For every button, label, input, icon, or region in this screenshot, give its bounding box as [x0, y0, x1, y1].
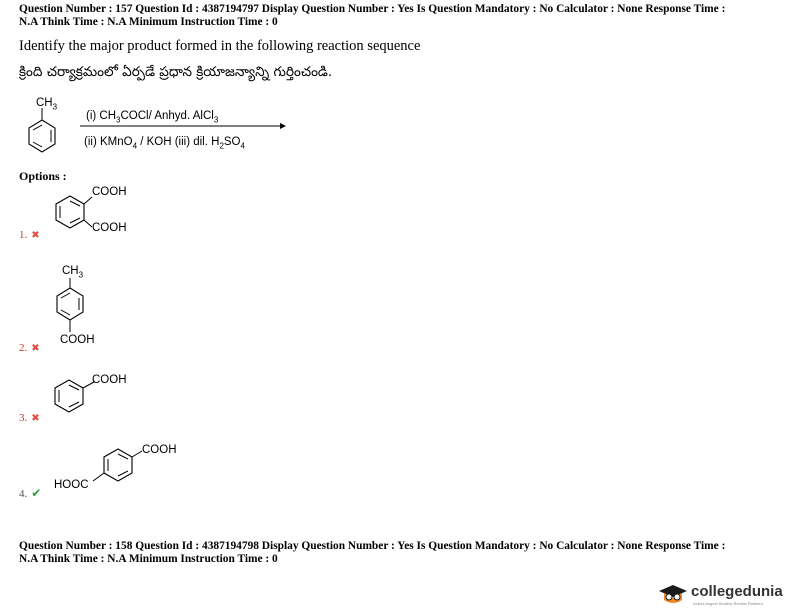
cross-icon: ✖	[31, 230, 40, 241]
question-text-english: Identify the major product formed in the following reaction sequence	[19, 38, 421, 54]
toluene-structure	[22, 108, 62, 158]
next-question-meta-line-2: N.A Think Time : N.A Minimum Instruction Time : 0	[19, 553, 278, 565]
option-4-number: 4. ✔	[19, 486, 42, 500]
reagent-line-2: (ii) KMnO$_4$ / KOH (iii) dil. $H_2SO_4$	[84, 136, 245, 151]
question-meta-line-2: N.A Think Time : N.A Minimum Instruction Time : 0	[19, 16, 278, 28]
question-meta-line-1: Question Number : 157 Question Id : 4387194797 Display Question Number : Yes Is Question Mandatory : No Calculator : None Response Time :	[19, 3, 726, 15]
next-question-meta-line-1: Question Number : 158 Question Id : 4387194798 Display Question Number : Yes Is Question Mandatory : No Calculator : None Response Time :	[19, 540, 726, 552]
collegedunia-logo	[657, 581, 792, 612]
cross-icon: ✖	[31, 413, 40, 424]
option-2-label-bottom: COOH	[60, 334, 95, 346]
reaction-arrow	[80, 122, 286, 130]
option-1-label-top: COOH	[92, 186, 127, 198]
option-4-structure	[90, 446, 150, 488]
question-text-telugu: క్రింది చర్యాక్రమంలో ఏర్పడే ప్రధాన క్రియాజన్యాన్ని గుర్తించండి.	[19, 64, 333, 80]
option-2-label-top: $CH_3$	[62, 265, 84, 280]
option-2-structure	[52, 278, 92, 336]
cross-icon: ✖	[31, 343, 40, 354]
logo-name: collegedunia	[691, 583, 783, 600]
option-4-label-right: COOH	[142, 444, 177, 456]
reactant-label: $CH_3$	[36, 97, 58, 112]
option-1-label-bottom: COOH	[92, 222, 127, 234]
options-label: Options :	[19, 169, 67, 183]
reagent-line-1: (i) $CH_3COCl/$ Anhyd. AlCl$_3$	[86, 110, 219, 125]
option-3-number: 3. ✖	[19, 412, 40, 424]
logo-tagline: India's largest Student Review Platform	[693, 601, 763, 606]
option-1-structure	[54, 193, 94, 233]
option-4-label-left: HOOC	[54, 479, 89, 491]
check-icon: ✔	[31, 486, 42, 500]
option-1-number: 1. ✖	[19, 229, 40, 241]
option-3-label: COOH	[92, 374, 127, 386]
option-2-number: 2. ✖	[19, 342, 40, 354]
graduate-cap-icon	[657, 581, 689, 611]
